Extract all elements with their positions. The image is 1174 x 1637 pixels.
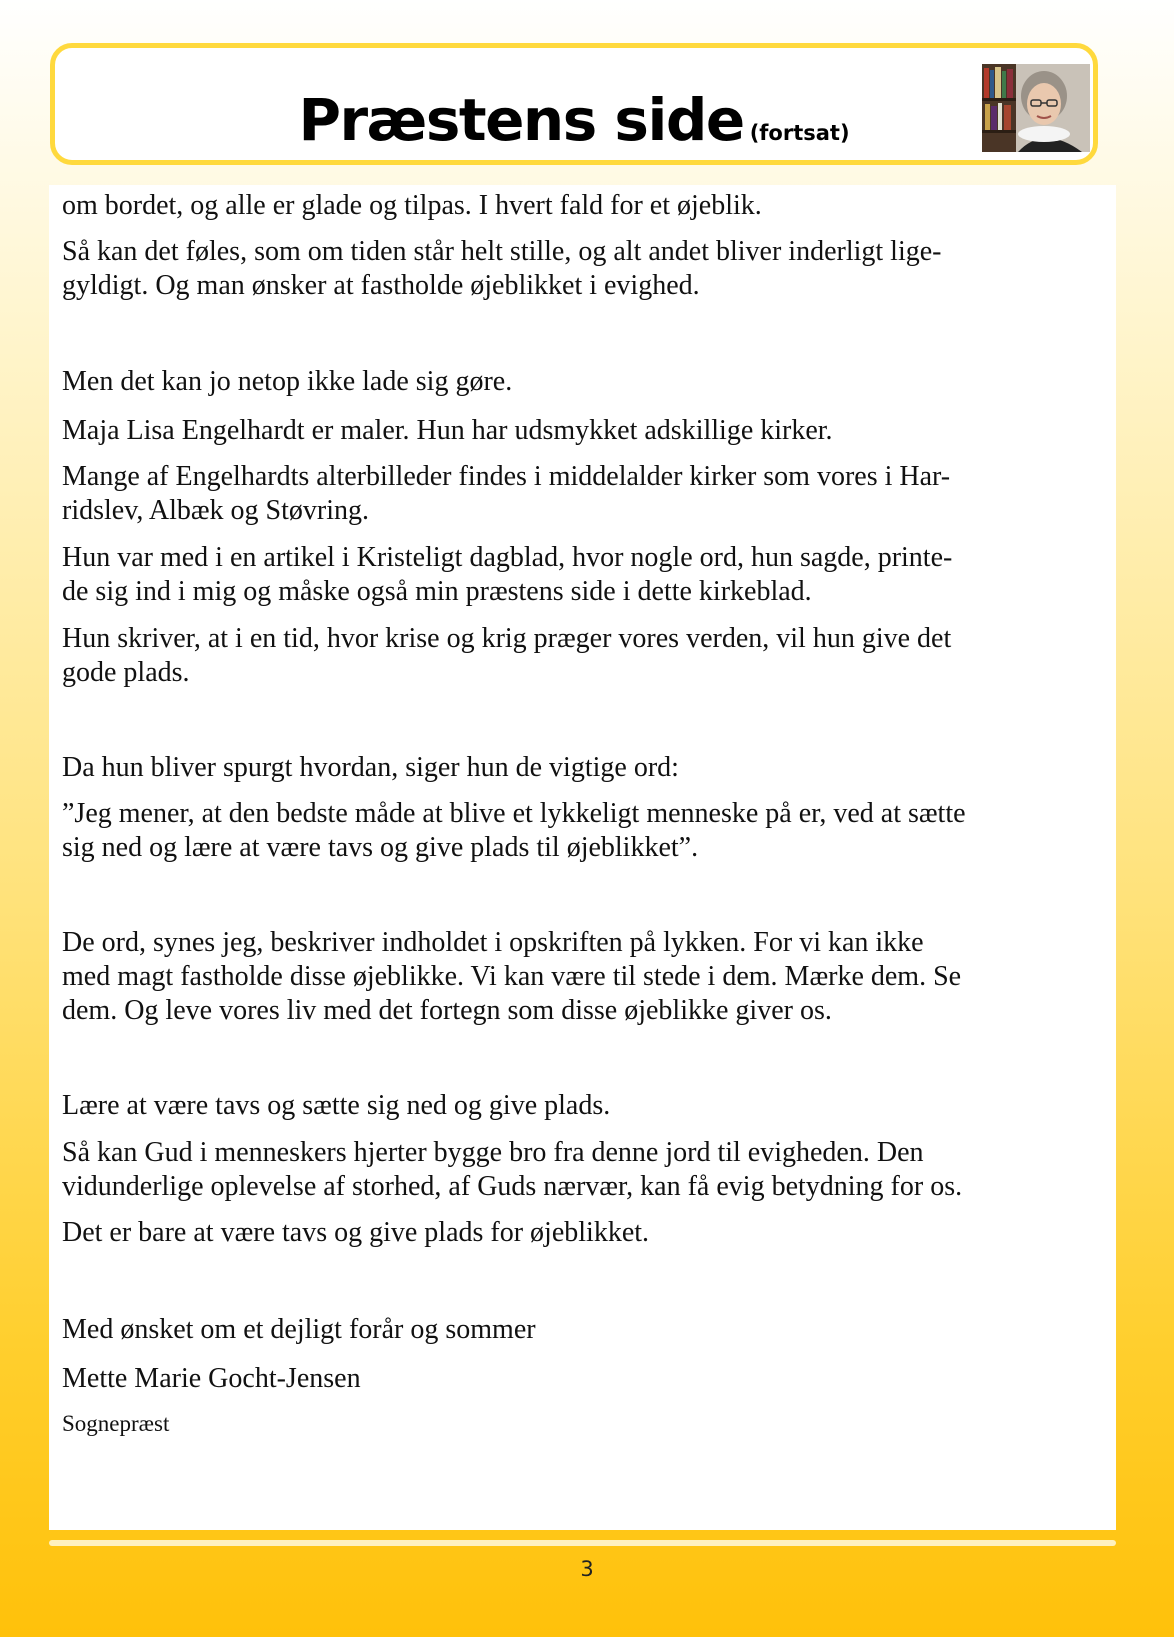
paragraph-4: Maja Lisa Engelhardt er maler. Hun har udsmykket adskillige kirker. xyxy=(62,415,833,446)
page-title-subtitle: (fortsat) xyxy=(749,121,850,145)
paragraph-11: Lære at være tavs og sætte sig ned og give plads. xyxy=(62,1090,611,1121)
paragraph-2: Så kan det føles, som om tiden står helt stille, og alt andet bliver inderligt lige- gyldigt. Og man ønsker at fastholde øjeblikket i evighed. xyxy=(62,236,942,301)
portrait-photo-icon xyxy=(982,64,1090,152)
header-banner xyxy=(50,43,1098,165)
paragraph-quote: ”Jeg mener, at den bedste måde at blive et lykkeligt menneske på er, ved at sætte sig ned og lære at være tavs og give plads til øjeblikket”. xyxy=(62,798,966,863)
paragraph-7: Hun skriver, at i en tid, hvor krise og krig præger vores verden, vil hun give det gode plads. xyxy=(62,623,952,688)
paragraph-10: De ord, synes jeg, beskriver indholdet i opskriften på lykken. For vi kan ikke med magt fastholde disse øjeblikke. Vi kan være til stede i dem. Mærke dem. Se dem. Og leve vores liv med det fortegn som disse øjeblikke giver os. xyxy=(62,927,962,1026)
paragraph-5: Mange af Engelhardts alterbilleder findes i middelalder kirker som vores i Har- ridslev, Albæk og Støvring. xyxy=(62,461,951,526)
paragraph-13: Det er bare at være tavs og give plads for øjeblikket. xyxy=(62,1217,650,1248)
page-title-main: Præstens side xyxy=(298,86,744,154)
paragraph-3: Men det kan jo netop ikke lade sig gøre. xyxy=(62,366,513,397)
paragraph-8: Da hun bliver spurgt hvordan, siger hun de vigtige ord: xyxy=(62,752,679,783)
paragraph-12: Så kan Gud i menneskers hjerter bygge bro fra denne jord til evigheden. Den vidunderlige oplevelse af storhed, af Guds nærvær, kan få evig betydning for os. xyxy=(62,1137,963,1202)
page-number: 3 xyxy=(580,1557,594,1581)
paragraph-1: om bordet, og alle er glade og tilpas. I hvert fald for et øjeblik. xyxy=(62,190,762,221)
signature-role: Sognepræst xyxy=(62,1411,170,1436)
footer-divider xyxy=(49,1540,1116,1546)
article-body xyxy=(49,185,1116,1530)
signature-name: Mette Marie Gocht-Jensen xyxy=(62,1363,361,1394)
page-title xyxy=(55,86,1093,154)
paragraph-6: Hun var med i en artikel i Kristeligt dagblad, hvor nogle ord, hun sagde, printe- de sig ind i mig og måske også min præstens side i dette kirkeblad. xyxy=(62,542,953,607)
signature-greeting: Med ønsket om et dejligt forår og sommer xyxy=(62,1314,536,1345)
